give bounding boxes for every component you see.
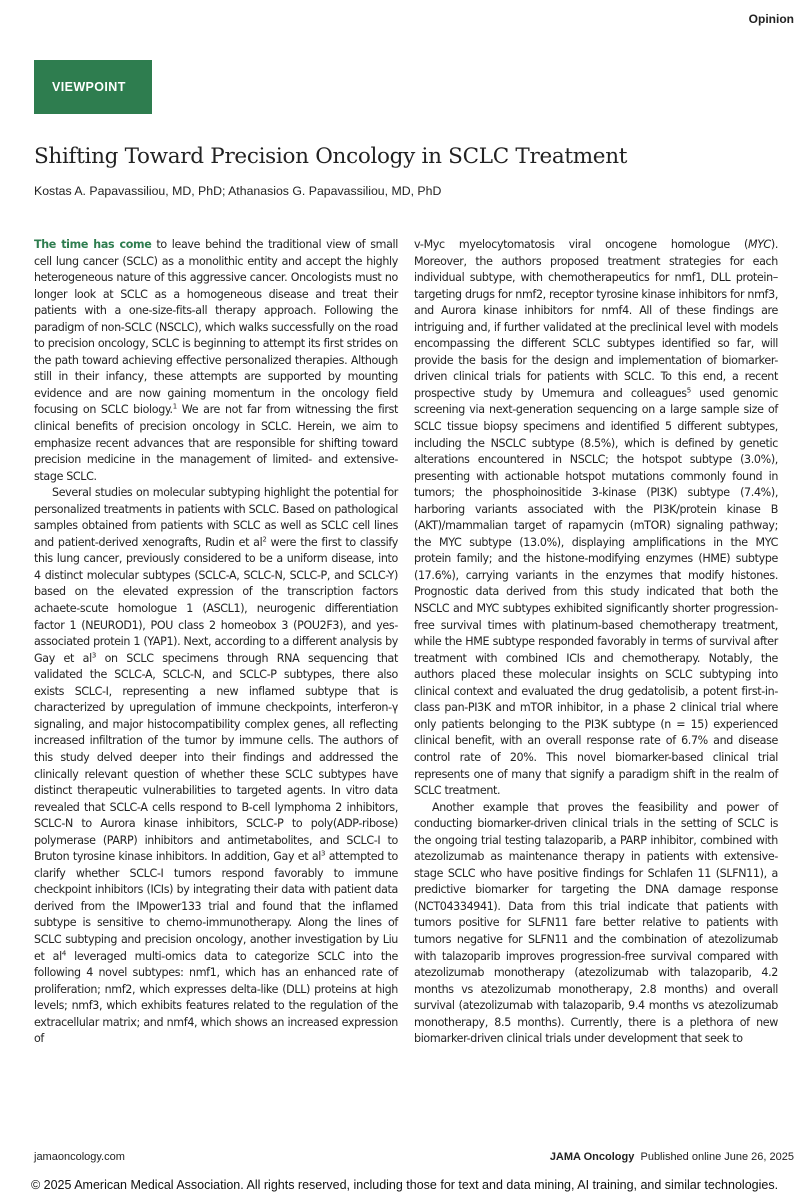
reference-link[interactable]: 4 [61,948,66,957]
reference-link[interactable]: 3 [321,849,326,858]
section-label: Opinion [748,12,794,26]
paragraph-4: Another example that proves the feasibility and power of conducting biomarker-driven clinical trials in the setting of SCLC is the ongoing trial testing talazoparib, a PARP inhibitor, combined with atezolizumab as maintenance therapy in patients with extensive-stage SCLC who have positive findings for Schlafen 11 (SLFN11), a predictive biomarker for targeting the DNA damage response (NCT04334941). Data from this trial indicate that patients with tumors positive for SLFN11 fare better relative to patients with tumors negative for SLFN11 and the combination of atezolizumab with talazoparib improves progression-free survival compared with atezolizumab monotherapy (atezolizumab with talazoparib, 4.2 months vs atezolizumab monotherapy, 2.8 months) and overall survival (atezolizumab with talazoparib, 9.4 months vs atezolizumab monotherapy, 8.5 months). Currently, there is a plethora of new biomarker-driven clinical trials under development that seek to [414,800,778,1046]
publication-date: Published online June 26, 2025 [640,1151,794,1163]
journal-name: JAMA Oncology [549,1151,635,1163]
reference-link[interactable]: 2 [262,535,267,544]
left-column [34,237,398,1048]
article-authors: Kostas A. Papavassiliou, MD, PhD; Athanasios G. Papavassiliou, MD, PhD [34,184,442,198]
copyright-notice: © 2025 American Medical Association. All rights reserved, including those for text and data mining, AI training, and similar technologies. [0,1169,809,1200]
paragraph-1: The time has come to leave behind the traditional view of small cell lung cancer (SCLC) as a monolithic entity and accept the highly heterogeneous nature of this aggressive cancer. Oncologists must no longer look at SCLC as a homogeneous disease and treat their patients with a one-size-fits-all therapy approach. Following the paradigm of non-SCLC (NSCLC), which walks successfully on the road to precision oncology, SCLC is beginning to attempt its first strides on the path toward achieving effective personalized therapies. Although still in their infancy, these attempts are supported by mounting evidence and are now gaining momentum in the oncology field focusing on SCLC biology.$^1$ We are not far from witnessing the first clinical benefits of precision oncology in SCLC. Herein, we aim to emphasize recent advances that are responsible for shifting toward precision medicine in the management of limited- and extensive-stage SCLC. [34,238,398,483]
paragraph-2: Several studies on molecular subtyping highlight the potential for personalized treatments in patients with SCLC. Based on pathological samples obtained from patients with SCLC as well as SCLC cell lines and patient-derived xenografts, Rudin et $al^2$ were the first to classify this lung cancer, previously considered to be a uniform disease, into 4 distinct molecular subtypes (SCLC-A, SCLC-N, SCLC-P, and SCLC-Y) based on the elevated expression of the transcription factors achaete-scute homologue 1 (ASCL1), neurogenic differentiation factor 1 (NEUROD1), POU class 2 homeobox 3 (POU2F3), and yes-associated protein 1 (YAP1). Next, according to a different analysis by Gay et $al^3$ on SCLC specimens through RNA sequencing that validated the SCLC-A, SCLC-N, and SCLC-P subtypes, there also exists SCLC-I, representing a new inflamed subtype that is characterized by upregulation of immune checkpoints, interferon-γ signaling, and major histocompatibility complex genes, all reflecting increased infiltration of the tumor by immune cells. The authors of this study delved deeper into their findings and addressed the clinically relevant question of whether these SCLC subtypes have distinct therapeutic vulnerabilities to targeted agents. In vitro data revealed that SCLC-A cells respond to B-cell lymphoma 2 inhibitors, SCLC-N to Aurora kinase inhibitors, SCLC-P to poly(ADP-ribose) polymerase (PARP) inhibitors and antimetabolites, and SCLC-I to Bruton tyrosine kinase inhibitors. In addition, Gay et $al^3$ attempted to clarify whether SCLC-I tumors respond favorably to immune checkpoint inhibitors (ICIs) by integrating their data with patient data derived from the IMpower133 trial and found that the inflamed subtype is sensitive to chemo-immunotherapy. Along the lines of SCLC subtyping and precision oncology, another investigation by Liu et $al^4$ leveraged multi-omics data to categorize SCLC into the following 4 novel subtypes: nmf1, which has an enhanced rate of proliferation; nmf2, which expresses delta-like (DLL) proteins at high levels; nmf3, which exhibits features related to the regulation of the extracellular matrix; and nmf4, which shows an increased expression of [34,486,398,1046]
article-title: Shifting Toward Precision Oncology in SCLC Treatment [34,144,628,169]
right-column [414,237,778,1048]
paragraph-3: v-Myc myelocytomatosis viral oncogene homologue (MYC). Moreover, the authors proposed treatment strategies for each individual subtype, with chemotherapeutics for nmf1, DLL protein–targeting drugs for nmf2, receptor tyrosine kinase inhibitors for nmf3, and Aurora kinase inhibitors for nmf4. All of these findings are intriguing and, if further validated at the preclinical level with models encompassing the different SCLC subtypes identified so far, will provide the basis for the design and implementation of biomarker-driven clinical trials for patients with SCLC. To this end, a recent prospective study by Umemura and colleagues$^5$ used genomic screening via next-generation sequencing on a large sample size of SCLC tissue biopsy specimens and identified 5 different subtypes, including the NSCLC subtype (8.5%), which is defined by genetic alterations encountered in NSCLC; the hotspot subtype (3.0%), presenting with actionable hotspot mutations commonly found in tumors; the phosphoinositide 3-kinase (PI3K) subtype (7.4%), harboring variants associated with the PI3K/protein kinase B (AKT)/mammalian target of rapamycin (mTOR) signaling pathway; the MYC subtype (13.0%), displaying amplifications in the MYC protein family; and the histone-modifying enzymes (HME) subtype (17.6%), carrying variants in the enzymes that modify histones. Prognostic data derived from this study indicated that both the NSCLC and MYC subtypes exhibited significantly shorter progression-free survival times with platinum-based chemotherapy treatment, while the HME subtype responded favorably in terms of survival after treatment with combined ICIs and chemotherapy. Notably, the authors placed these molecular insights on SCLC subtyping into clinical context and evaluated the drug gedatolisib, a potent first-in-class pan-PI3K and mTOR inhibitor, in a phase 2 clinical trial where only patients belonging to the PI3K subtype (n = 15) experienced clinical benefit, with an overall response rate of 6.7% and disease control rate of 20%. This novel biomarker-based clinical trial represents one of many that signify a paradigm shift in the realm of SCLC treatment. [414,238,778,798]
reference-link[interactable]: 5 [686,386,691,395]
footer-site-link[interactable]: jamaoncology.com [34,1151,125,1163]
footer-journal-info [550,1151,794,1163]
viewpoint-badge: VIEWPOINT [34,60,152,114]
lead-in: The time has come [34,238,152,251]
reference-link[interactable]: 3 [91,650,96,659]
reference-link[interactable]: 1 [172,402,177,411]
